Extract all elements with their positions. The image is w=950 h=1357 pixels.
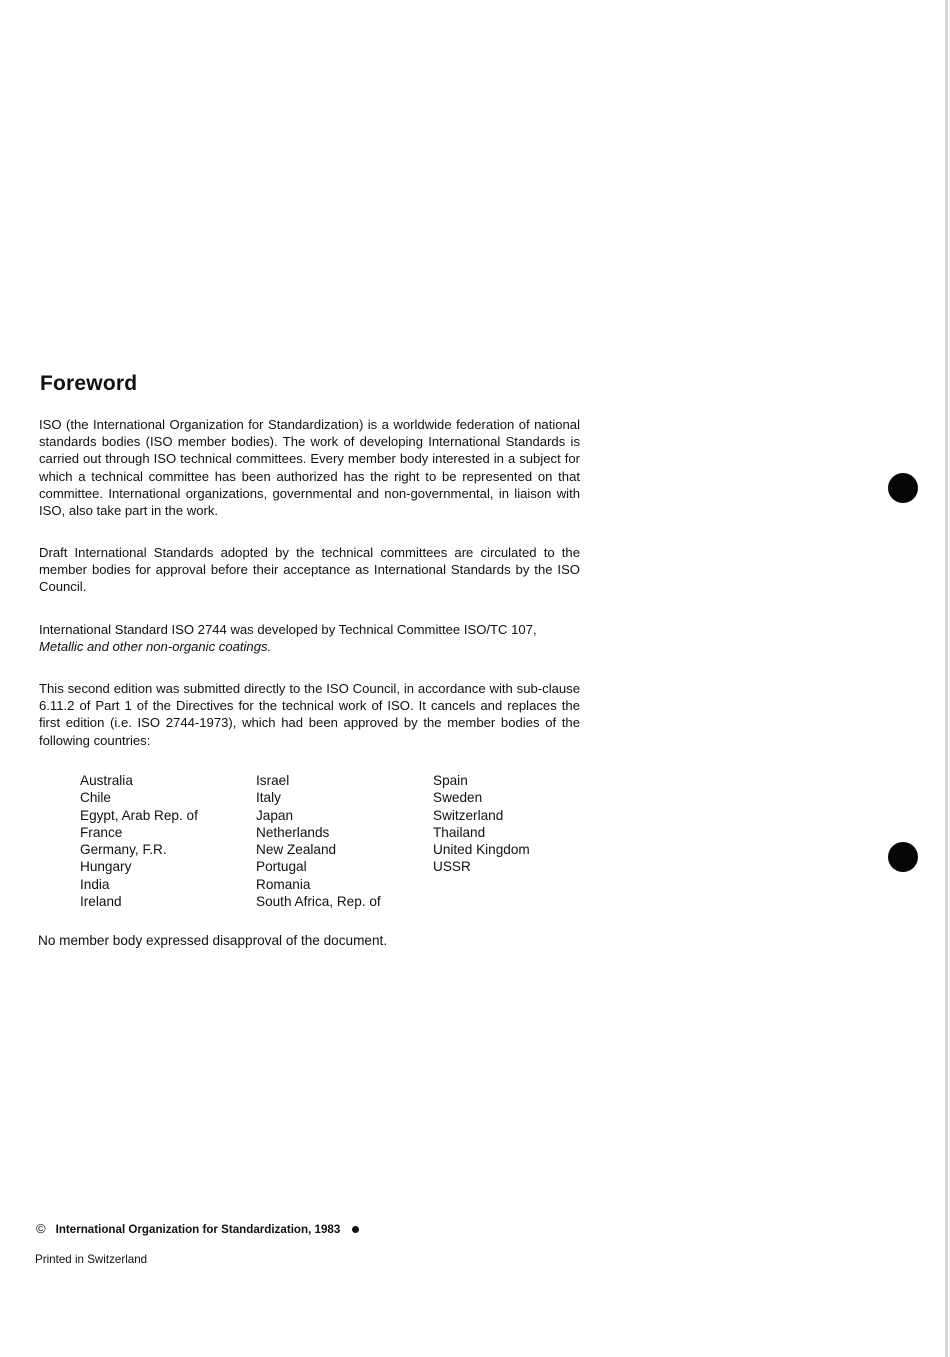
country-item: France [80, 824, 123, 840]
paragraph-iso-intro: ISO (the International Organization for Standardization) is a worldwide federation of national standards bodies (ISO member bodies). The work of developing International Standards is carried out through ISO technical committees. Every member body interested in a subject for which a technical committee has been authorized has the right to be represented on that committee. International organizations, governmental and non-governmental, in liaison with ISO, also take part in the work. [39, 417, 580, 519]
paragraph-draft-standards: Draft International Standards adopted by the technical committees are circulated to the member bodies for approval before their acceptance as International Standards by the ISO Council. [39, 545, 580, 595]
country-item: Thailand [433, 824, 486, 840]
country-column-2 [256, 772, 381, 910]
scan-edge-line [945, 0, 948, 1357]
country-item: South Africa, Rep. of [256, 894, 381, 910]
country-item: Portugal [256, 859, 307, 875]
country-item: Egypt, Arab Rep. of [80, 807, 198, 823]
country-item: Germany, F.R. [80, 842, 167, 858]
country-item: Ireland [80, 894, 122, 910]
country-item: Spain [433, 773, 468, 788]
paragraph-second-edition: This second edition was submitted directly to the ISO Council, in accordance with sub-clause 6.11.2 of Part 1 of the Directives for the technical work of ISO. It cancels and replaces the first edition (i.e. ISO 2744-1973), which had been approved by the member bodies of the following countries: [39, 681, 580, 748]
country-item: Hungary [80, 859, 132, 875]
copyright-text: International Organization for Standardization, 1983 [55, 1223, 341, 1236]
country-item: United Kingdom [433, 842, 530, 858]
printed-location: Printed in Switzerland [35, 1253, 148, 1266]
paragraph-technical-committee [39, 621, 580, 655]
country-item: Sweden [433, 790, 483, 806]
punch-hole [888, 473, 918, 503]
punch-hole [888, 842, 918, 872]
country-item: India [80, 876, 110, 892]
country-item: Switzerland [433, 807, 504, 823]
page-title: Foreword [40, 372, 138, 395]
country-column-3 [433, 772, 530, 876]
country-item: New Zealand [256, 842, 337, 858]
country-item: Netherlands [256, 824, 330, 840]
country-item: USSR [433, 859, 471, 875]
copyright-symbol: © [36, 1221, 46, 1236]
country-item: Italy [256, 790, 281, 806]
disapproval-note: No member body expressed disapproval of the document. [38, 933, 388, 948]
country-item: Chile [80, 790, 111, 806]
country-item: Japan [256, 807, 294, 823]
bullet-icon [352, 1226, 359, 1233]
committee-text: International Standard ISO 2744 was developed by Technical Committee ISO/TC 107, [39, 622, 537, 637]
country-item: Israel [256, 773, 290, 788]
country-item: Australia [80, 773, 133, 788]
country-column-1 [80, 772, 198, 910]
country-item: Romania [256, 876, 311, 892]
committee-name: Metallic and other non-organic coatings. [39, 639, 272, 655]
copyright-line [36, 1221, 359, 1236]
